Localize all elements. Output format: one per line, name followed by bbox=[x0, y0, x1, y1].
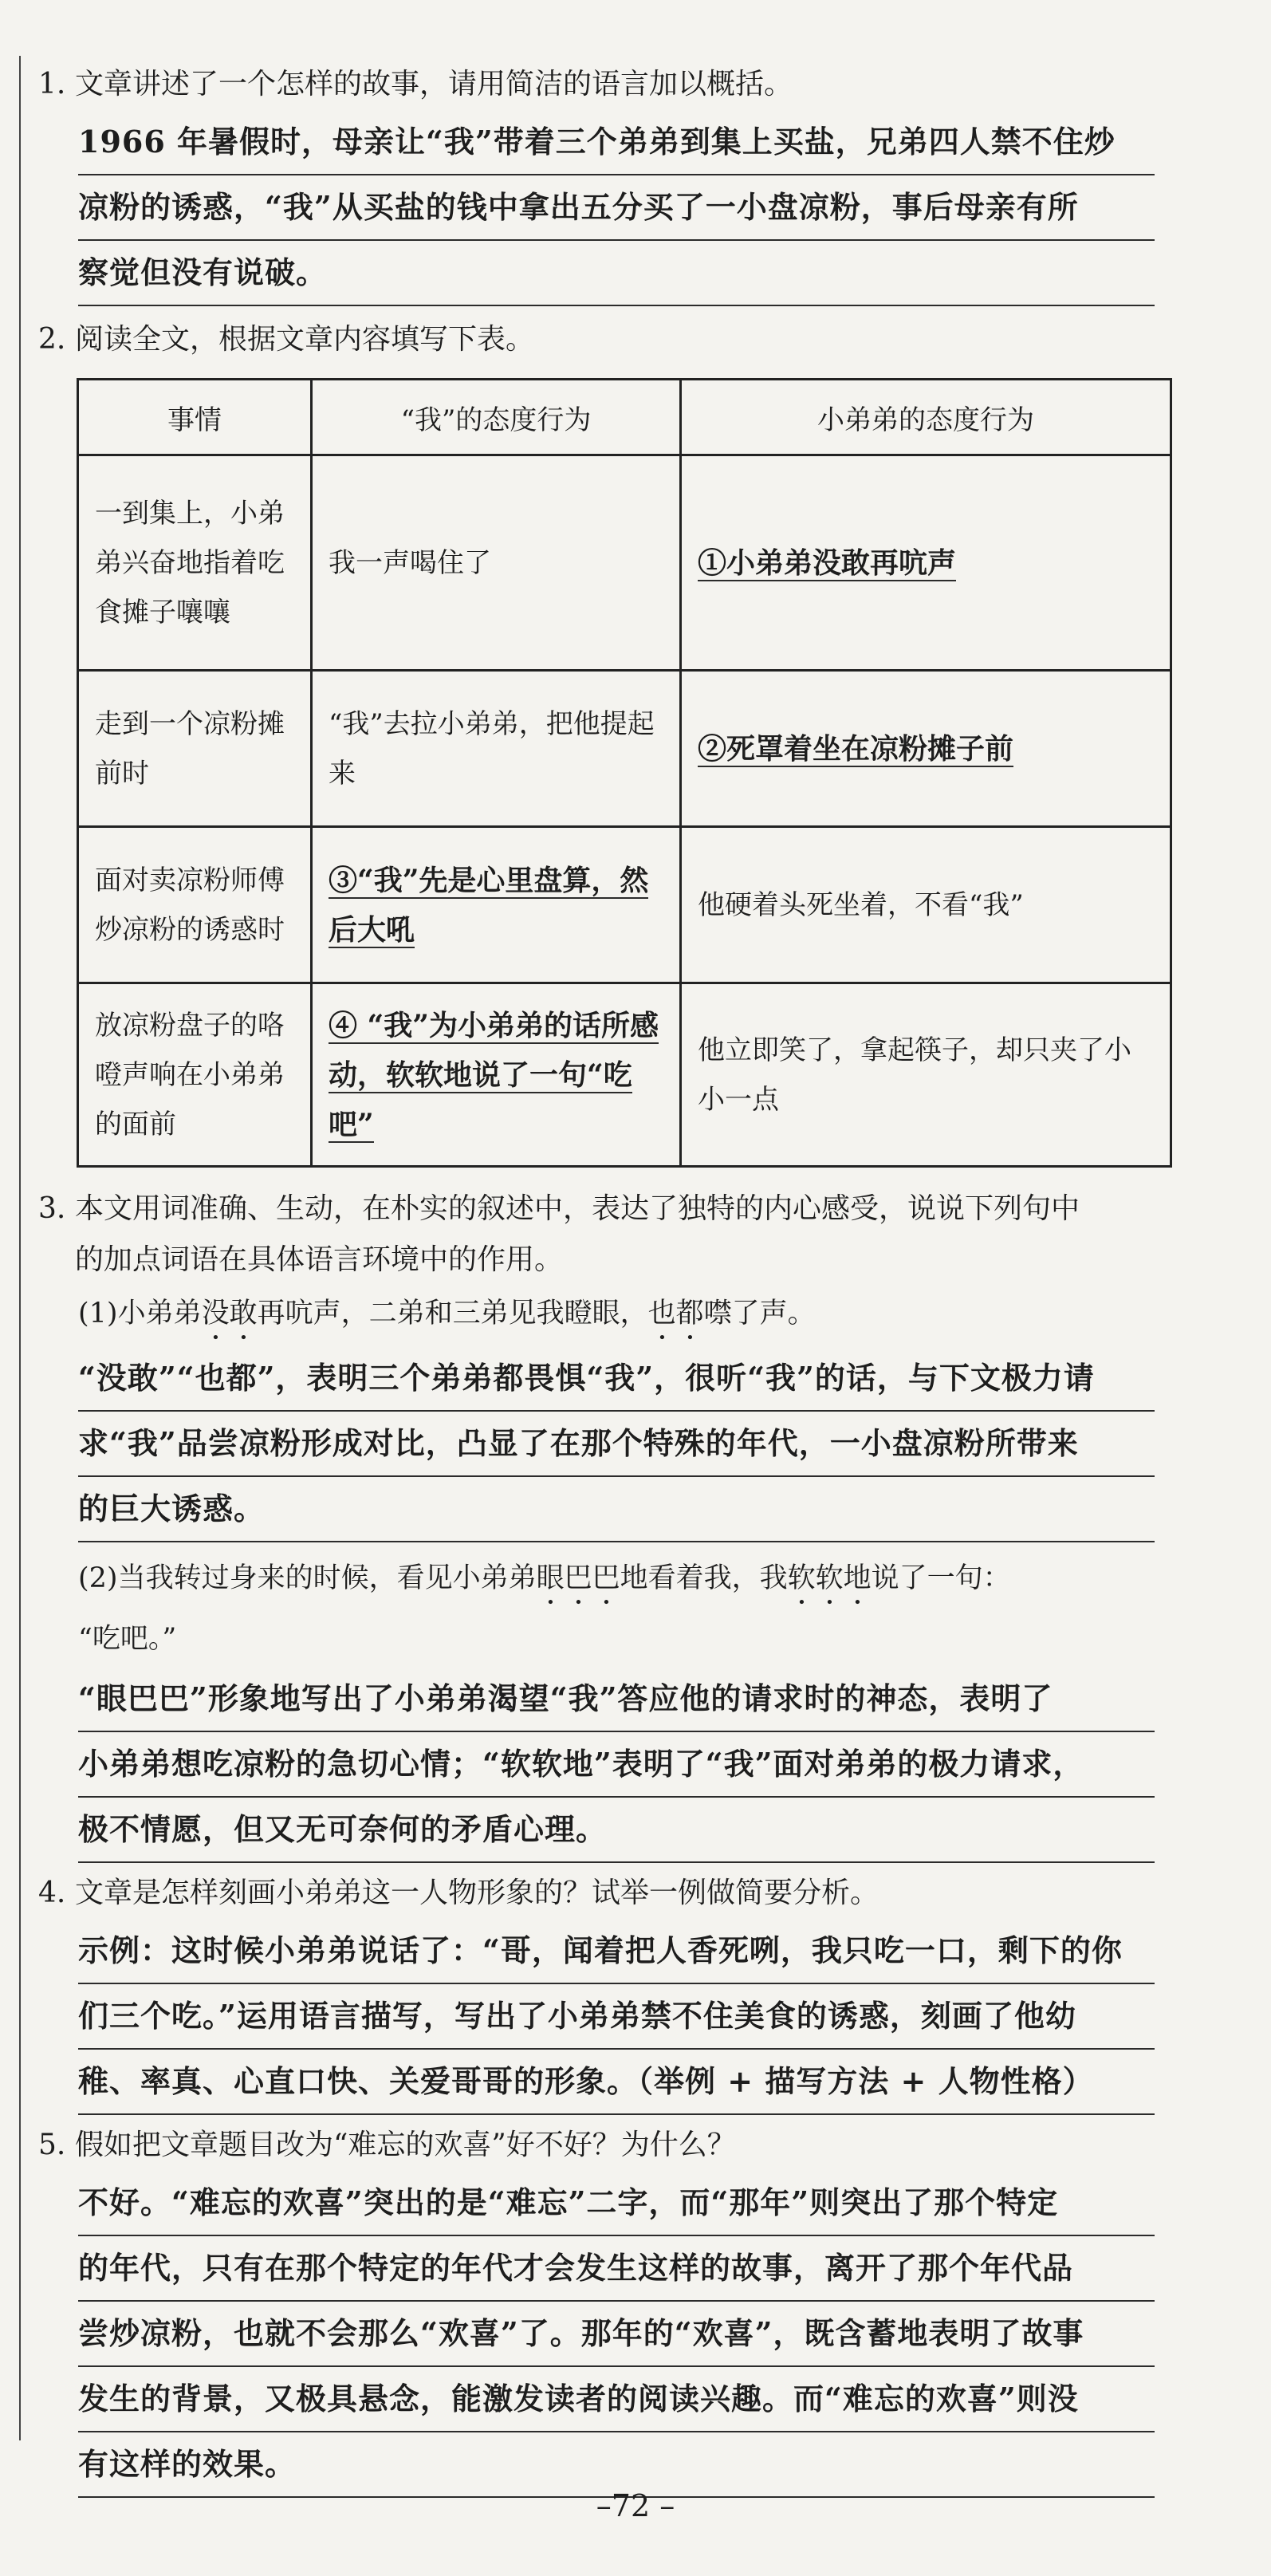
dotted-word: 软软地 bbox=[787, 1562, 872, 1594]
question-5 bbox=[38, 2120, 1155, 2171]
table-cell: 一到集上，小弟弟兴奋地指着吃食摊子嚷嚷 bbox=[78, 455, 312, 671]
dotted-word: 也都 bbox=[647, 1298, 704, 1329]
table-cell-answer: ②死罩着坐在凉粉摊子前 bbox=[681, 671, 1171, 827]
sub-question-1 bbox=[78, 1286, 1155, 1346]
page-number: –72 – bbox=[596, 2488, 675, 2523]
answer-line: 的年代，只有在那个特定的年代才会发生这样的故事，离开了那个年代品 bbox=[78, 2236, 1155, 2302]
question-4 bbox=[38, 1868, 1155, 1919]
table-header-row bbox=[78, 380, 1171, 455]
answer-line: 有这样的效果。 bbox=[78, 2432, 1155, 2498]
worksheet bbox=[38, 59, 1155, 2498]
answer-line: “眼巴巴”形象地写出了小弟弟渴望“我”答应他的请求时的神态，表明了 bbox=[78, 1667, 1155, 1732]
table-row bbox=[78, 671, 1171, 827]
question-text: 阅读全文，根据文章内容填写下表。 bbox=[75, 323, 535, 356]
column-header: 小弟弟的态度行为 bbox=[681, 380, 1171, 455]
table-cell: 他立即笑了，拿起筷子，却只夹了小小一点 bbox=[681, 983, 1171, 1167]
answer-line: 尝炒凉粉，也就不会那么“欢喜”了。那年的“欢喜”，既含蓄地表明了故事 bbox=[78, 2302, 1155, 2367]
answer-4 bbox=[78, 1919, 1155, 2115]
dotted-word: 没敢 bbox=[201, 1298, 258, 1329]
answer-3-1 bbox=[78, 1346, 1155, 1542]
question-3 bbox=[38, 1184, 1155, 1286]
column-header: 事情 bbox=[78, 380, 312, 455]
answer-line: 求“我”品尝凉粉形成对比，凸显了在那个特殊的年代，一小盘凉粉所带来 bbox=[78, 1412, 1155, 1477]
sub-text: “吃吧。” bbox=[78, 1623, 177, 1655]
question-text: 本文用词准确、生动，在朴实的叙述中，表达了独特的内心感受，说说下列句中 bbox=[75, 1192, 1080, 1225]
question-number: 4. bbox=[38, 1877, 66, 1909]
table-row bbox=[78, 455, 1171, 671]
table-cell: 我一声喝住了 bbox=[312, 455, 681, 671]
table-cell: “我”去拉小弟弟，把他提起来 bbox=[312, 671, 681, 827]
table-cell: 放凉粉盘子的咯噔声响在小弟弟的面前 bbox=[78, 983, 312, 1167]
sub-text: 说了一句： bbox=[871, 1562, 1011, 1594]
answer-5 bbox=[78, 2171, 1155, 2498]
question-number: 2. bbox=[38, 323, 66, 356]
table-row bbox=[78, 827, 1171, 983]
sub-question-2 bbox=[78, 1550, 1155, 1667]
answer-line: 的巨大诱惑。 bbox=[78, 1477, 1155, 1542]
answer-line: 凉粉的诱惑，“我”从买盐的钱中拿出五分买了一小盘凉粉，事后母亲有所 bbox=[78, 175, 1155, 241]
table-cell-answer: ①小弟弟没敢再吭声 bbox=[681, 455, 1171, 671]
table-cell-answer: ③“我”先是心里盘算，然后大吼 bbox=[312, 827, 681, 983]
answer-line: 们三个吃。”运用语言描写，写出了小弟弟禁不住美食的诱惑，刻画了他幼 bbox=[78, 1984, 1155, 2050]
question-number: 1. bbox=[38, 68, 66, 100]
table-row bbox=[78, 983, 1171, 1167]
answer-line: 1966 年暑假时，母亲让“我”带着三个弟弟到集上买盐，兄弟四人禁不住炒 bbox=[78, 110, 1155, 175]
question-number: 5. bbox=[38, 2129, 66, 2161]
sub-text: 再吭声，二弟和三弟见我瞪眼， bbox=[257, 1298, 648, 1329]
answer-1 bbox=[78, 110, 1155, 306]
answer-line: 发生的背景，又极具悬念，能激发读者的阅读兴趣。而“难忘的欢喜”则没 bbox=[78, 2367, 1155, 2432]
question-1 bbox=[38, 59, 1155, 110]
table-cell: 走到一个凉粉摊前时 bbox=[78, 671, 312, 827]
answer-line: “没敢”“也都”，表明三个弟弟都畏惧“我”，很听“我”的话，与下文极力请 bbox=[78, 1346, 1155, 1412]
question-text: 假如把文章题目改为“难忘的欢喜”好不好？为什么？ bbox=[75, 2129, 736, 2161]
dotted-word: 眼巴巴 bbox=[536, 1562, 620, 1594]
sub-text: (1)小弟弟 bbox=[78, 1298, 202, 1329]
answer-3-2 bbox=[78, 1667, 1155, 1863]
left-margin-rule bbox=[19, 56, 21, 2440]
answer-line: 极不情愿，但又无可奈何的矛盾心理。 bbox=[78, 1798, 1155, 1863]
sub-text: 地看着我，我 bbox=[620, 1562, 788, 1594]
answer-table bbox=[77, 378, 1172, 1168]
column-header: “我”的态度行为 bbox=[312, 380, 681, 455]
question-text: 的加点词语在具体语言环境中的作用。 bbox=[75, 1243, 564, 1276]
question-text: 文章讲述了一个怎样的故事，请用简洁的语言加以概括。 bbox=[75, 68, 793, 100]
answer-line: 稚、率真、心直口快、关爱哥哥的形象。（举例 + 描写方法 + 人物性格） bbox=[78, 2050, 1155, 2115]
table-cell-answer: ④ “我”为小弟弟的话所感动，软软地说了一句“吃吧” bbox=[312, 983, 681, 1167]
answer-line: 示例：这时候小弟弟说话了：“哥，闻着把人香死咧，我只吃一口，剩下的你 bbox=[78, 1919, 1155, 1984]
answer-line: 不好。“难忘的欢喜”突出的是“难忘”二字，而“那年”则突出了那个特定 bbox=[78, 2171, 1155, 2236]
answer-line: 察觉但没有说破。 bbox=[78, 241, 1155, 306]
question-number: 3. bbox=[38, 1192, 66, 1225]
table-cell: 他硬着头死坐着，不看“我” bbox=[681, 827, 1171, 983]
answer-line: 小弟弟想吃凉粉的急切心情；“软软地”表明了“我”面对弟弟的极力请求， bbox=[78, 1732, 1155, 1798]
table-cell: 面对卖凉粉师傅炒凉粉的诱惑时 bbox=[78, 827, 312, 983]
question-text: 文章是怎样刻画小弟弟这一人物形象的？试举一例做简要分析。 bbox=[75, 1877, 879, 1909]
sub-text: 噤了声。 bbox=[703, 1298, 816, 1329]
question-2 bbox=[38, 314, 1155, 365]
sub-text: (2)当我转过身来的时候，看见小弟弟 bbox=[78, 1562, 537, 1594]
